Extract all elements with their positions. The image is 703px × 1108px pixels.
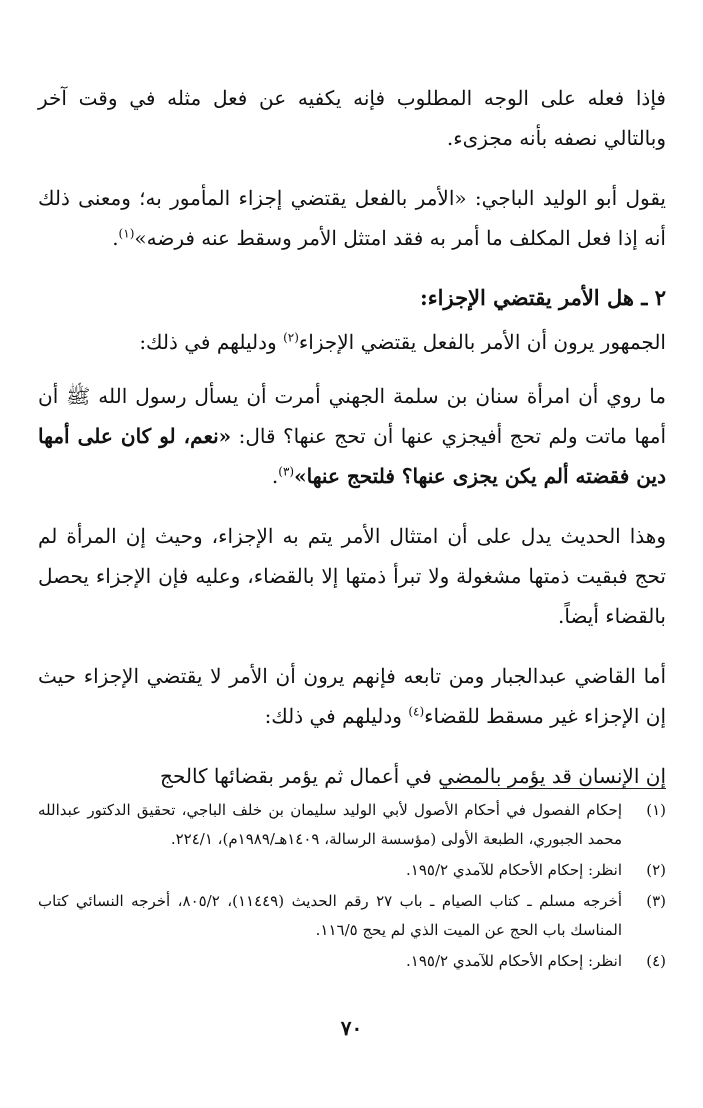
footnote-separator xyxy=(440,788,666,789)
page-number: ٧٠ xyxy=(340,1016,363,1040)
footnote-ref-1: (١) xyxy=(118,226,135,241)
section-heading: ٢ ـ هل الأمر يقتضي الإجزاء: xyxy=(420,285,666,310)
paragraph-3 xyxy=(38,322,666,362)
footnote-number: (٣) xyxy=(646,892,666,910)
paragraph-4-end: . xyxy=(271,464,279,488)
paragraph-5: وهذا الحديث يدل على أن امتثال الأمر يتم به الإجزاء، وحيث إن المرأة لم تحج فبقيت ذمتها مشغولة ولا تبرأ ذمتها إلا بالقضاء، وعليه فإن الإجزاء يحصل بالقضاء أيضاً. xyxy=(38,524,667,628)
footnotes xyxy=(38,796,666,978)
main-text xyxy=(38,78,666,816)
footnote-4 xyxy=(38,947,666,976)
footnote-ref-3: (٣) xyxy=(278,464,295,479)
paragraph-6 xyxy=(38,656,666,736)
footnote-text: انظر: إحكام الأحكام للآمدي ١٩٥/٢. xyxy=(406,861,622,879)
footnote-2 xyxy=(38,856,666,885)
paragraph-6-end: ودليلهم في ذلك: xyxy=(264,704,409,728)
footnote-ref-4: (٤) xyxy=(408,704,425,719)
footnote-number: (٤) xyxy=(646,952,666,970)
paragraph-4 xyxy=(38,376,666,496)
paragraph-6-start: أما القاضي عبدالجبار ومن تابعه فإنهم يرون أن الأمر لا يقتضي الإجزاء حيث إن الإجزاء غير مسقط للقضاء xyxy=(38,664,666,728)
footnote-text: انظر: إحكام الأحكام للآمدي ١٩٥/٢. xyxy=(406,952,622,970)
footnote-number: (٢) xyxy=(646,861,666,879)
footnote-number: (١) xyxy=(646,801,666,819)
paragraph-3-end: ودليلهم في ذلك: xyxy=(139,330,284,354)
footnote-ref-2: (٢) xyxy=(283,330,299,345)
hadith-narration: ما روي أن امرأة سنان بن سلمة الجهني أمرت أن يسأل رسول الله ﷺ أن أمها ماتت ولم تحج أفيجزي عنها أن تحج عنها؟ قال: xyxy=(38,384,666,448)
footnote-text: إحكام الفصول في أحكام الأصول لأبي الوليد سليمان بن خلف الباجي، تحقيق الدكتور عبدالله محمد الجبوري، الطبعة الأولى (مؤسسة الرسالة، ١٤٠٩هـ/١٩٨٩م)، ٢٢٤/١. xyxy=(38,801,622,848)
footnote-3 xyxy=(38,887,666,945)
footnote-1 xyxy=(38,796,666,854)
paragraph-7: إن الإنسان قد يؤمر بالمضي في أعمال ثم يؤمر بقضائها كالحج xyxy=(160,764,666,788)
baji-quote: يقول أبو الوليد الباجي: «الأمر بالفعل يقتضي إجزاء المأمور به؛ ومعنى ذلك أنه إذا فعل المكلف ما أمر به فقد امتثل الأمر وسقط عنه فرضه» xyxy=(38,186,666,250)
paragraph-3-start: الجمهور يرون أن الأمر بالفعل يقتضي الإجزاء xyxy=(298,330,666,354)
paragraph-1: فإذا فعله على الوجه المطلوب فإنه يكفيه عن فعل مثله في وقت آخر وبالتالي نصفه بأنه مجزىء. xyxy=(38,86,666,150)
footnote-text: أخرجه مسلم ـ كتاب الصيام ـ باب ٢٧ رقم الحديث (١١٤٤٩)، ٨٠٥/٢، أخرجه النسائي كتاب المناسك باب الحج عن الميت الذي لم يحج ١١٦/٥. xyxy=(38,892,622,939)
hadith-quote: «نعم، لو كان على أمها دين فقضته ألم يكن يجزى عنها؟ فلتحج عنها» xyxy=(38,424,666,488)
paragraph-2 xyxy=(38,178,666,258)
paragraph-2-end: . xyxy=(112,226,119,250)
